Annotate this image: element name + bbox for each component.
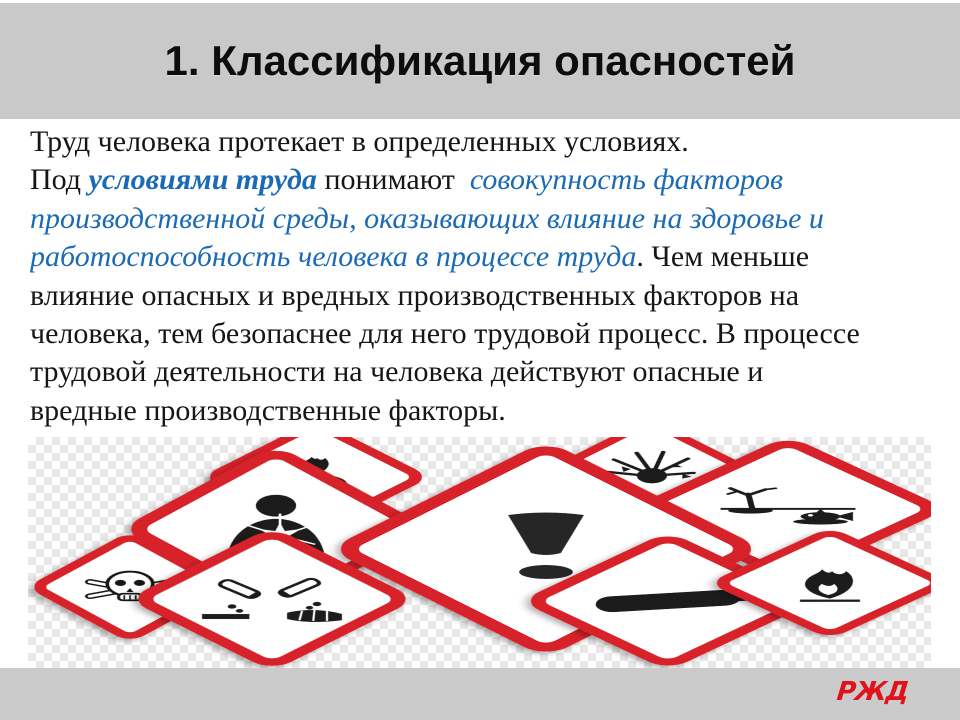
header-band	[0, 3, 960, 119]
highlighted-term: совокупность факторов	[469, 163, 784, 197]
slide-title: 1. Классификация опасностей	[164, 37, 796, 84]
text-run: понимают	[316, 163, 470, 197]
text-run: вредные производственные факторы.	[30, 393, 506, 427]
rzd-logo: РЖД	[835, 677, 910, 707]
text-line	[30, 238, 942, 276]
footer-band	[0, 668, 960, 720]
highlighted-term: производственной среды, оказывающих влияние на здоровье и	[30, 201, 824, 235]
text-line	[30, 161, 942, 199]
text-line	[30, 353, 942, 391]
hazard-pictograms-svg	[28, 437, 931, 668]
text-run: . Чем меньше	[636, 240, 810, 274]
text-run: трудовой деятельности на человека действуют опасные и	[30, 355, 764, 389]
text-run: Под	[30, 163, 89, 197]
text-run: влияние опасных и вредных производственных факторов на	[30, 278, 800, 312]
text-line	[30, 315, 942, 353]
text-run: человека, тем безопаснее для него трудовой процесс. В процессе	[30, 317, 860, 351]
body-text	[30, 123, 942, 437]
hazard-pictograms-image	[28, 437, 931, 668]
highlighted-term: работоспособность человека в процессе труда	[30, 240, 637, 274]
text-line	[30, 123, 942, 161]
highlighted-term: условиями труда	[88, 163, 317, 197]
text-run: Труд человека протекает в определенных условиях.	[30, 125, 689, 158]
text-line	[30, 277, 942, 315]
text-line	[30, 392, 942, 430]
text-line	[30, 200, 942, 238]
